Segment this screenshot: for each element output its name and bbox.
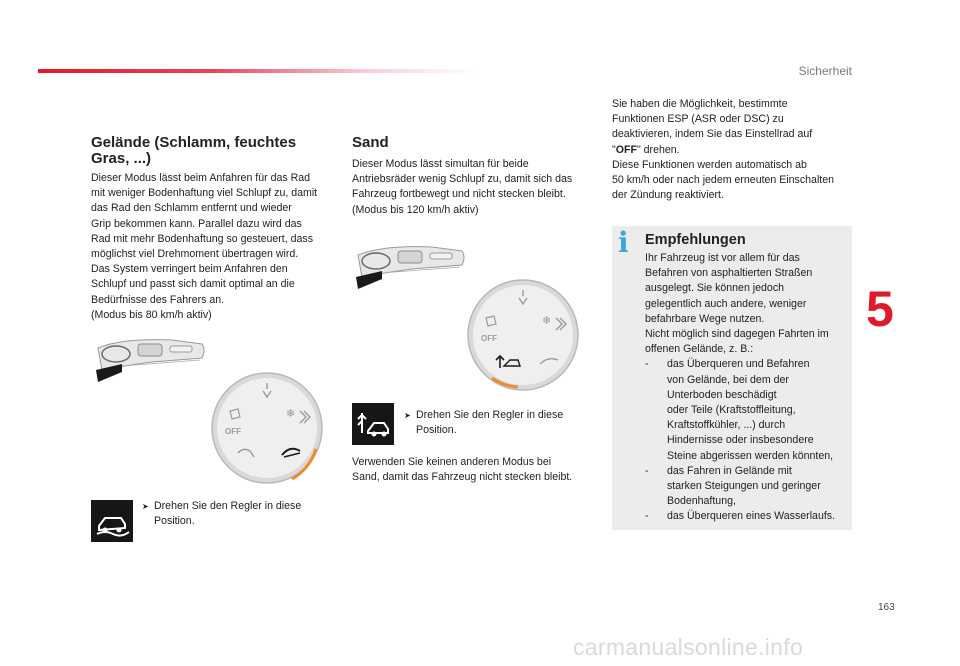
list-dash: -: [645, 464, 649, 477]
col2-title: Sand: [352, 134, 389, 151]
col2-note-line: Sand, damit das Fahrzeug nicht stecken bleibt.: [352, 471, 573, 484]
tip-line: ausgelegt. Sie können jedoch: [645, 282, 785, 295]
col2-line: (Modus bis 120 km/h aktiv): [352, 203, 479, 216]
bullet-arrow-icon: ➤: [142, 502, 149, 511]
col1-line: das Rad den Schlamm entfernt und wieder: [91, 202, 292, 215]
col2-line: Fahrzeug fortbewegt und nicht stecken bleibt.: [352, 188, 566, 201]
col1-line: mit weniger Bodenhaftung viel Schlupf zu, damit: [91, 187, 318, 200]
col1-title: Gelände (Schlamm, feuchtes Gras, ...): [91, 134, 297, 167]
header-accent-bar: [38, 69, 478, 73]
col3-line: 50 km/h oder nach jedem erneuten Einschalten: [612, 174, 835, 187]
col1-line: Grip bekommen kann. Parallel dazu wird das: [91, 217, 302, 230]
col2-body: [352, 157, 602, 218]
col1-line: Dieser Modus lässt beim Anfahren für das Rad: [91, 172, 311, 184]
col2-line: Antriebsräder wenig Schlupf zu, damit sich das: [352, 173, 573, 186]
info-icon: i: [618, 226, 629, 259]
col1-instruction: [142, 499, 332, 529]
watermark: carmanualsonline.info: [573, 634, 804, 660]
col1-body: [91, 171, 341, 323]
col3-line: "OFF" drehen.: [612, 143, 680, 156]
list-item-line: starken Steigungen und geringer: [667, 480, 821, 493]
col1-line: Schlupf und passt sich damit optimal an die: [91, 278, 295, 291]
mud-mode-icon: [91, 500, 133, 542]
mode-dial[interactable]: [210, 371, 324, 485]
col1-line: möglichst viel Drehmoment übertragen wird.: [91, 248, 299, 261]
tip-line: Befahren von asphaltierten Straßen: [645, 267, 813, 280]
tip-line: gelegentlich auch andere, weniger: [645, 297, 807, 310]
list-item: [645, 357, 851, 463]
col1-instruction-line: Drehen Sie den Regler in diese: [154, 500, 302, 512]
col1-line: Das System verringert beim Anfahren den: [91, 263, 288, 276]
col3-body: [612, 97, 857, 203]
svg-text:❄: ❄: [286, 407, 296, 420]
col2-line: Dieser Modus lässt simultan für beide: [352, 158, 529, 170]
col2-instruction: [404, 408, 594, 438]
col2-title-wrap: [352, 135, 389, 151]
mode-dial[interactable]: [466, 278, 580, 392]
list-item-line: Hindernisse oder insbesondere: [667, 434, 814, 447]
col3-line: deaktivieren, indem Sie das Einstellrad auf: [612, 128, 813, 141]
dashboard-illustration: [92, 336, 208, 384]
col1-line: Rad mit mehr Bodenhaftung so gesteuert, dass: [91, 232, 314, 245]
col1-title-wrap: [91, 135, 321, 167]
recommendations-body: [645, 251, 851, 525]
svg-text:OFF: OFF: [481, 334, 497, 343]
list-item: [645, 509, 851, 524]
bullet-arrow-icon: ➤: [404, 411, 411, 420]
col2-instruction-line: Position.: [416, 424, 457, 437]
col1-line: Bedürfnisse des Fahrers an.: [91, 293, 225, 306]
col3-line: Funktionen ESP (ASR oder DSC) zu: [612, 113, 784, 126]
dashboard-illustration: [352, 243, 468, 291]
section-title: Sicherheit: [798, 64, 852, 78]
list-item-line: das Überqueren und Befahren: [667, 358, 810, 371]
col2-instruction-line: Drehen Sie den Regler in diese: [416, 409, 564, 421]
col3-line: der Zündung reaktiviert.: [612, 189, 724, 202]
col1-line: (Modus bis 80 km/h aktiv): [91, 308, 212, 321]
list-item-line: von Gelände, bei dem der: [667, 373, 789, 386]
list-dash: -: [645, 358, 649, 371]
col3-line: Diese Funktionen werden automatisch ab: [612, 158, 807, 171]
tip-line: Ihr Fahrzeug ist vor allem für das: [645, 252, 800, 264]
svg-text:OFF: OFF: [225, 427, 241, 436]
list-item-line: das Fahren in Gelände mit: [667, 464, 792, 477]
list-item-line: Steine abgerissen werden könnten,: [667, 449, 834, 462]
list-item-line: Unterboden beschädigt: [667, 388, 777, 401]
page-number: 163: [878, 602, 895, 613]
tip-line: Nicht möglich sind dagegen Fahrten im: [645, 328, 829, 341]
list-dash: -: [645, 510, 649, 523]
tip-line: offenen Gelände, z. B.:: [645, 343, 754, 356]
svg-text:❄: ❄: [542, 314, 552, 327]
col2-note-line: Verwenden Sie keinen anderen Modus bei: [352, 456, 552, 468]
sand-mode-icon: [352, 403, 394, 445]
col2-note: [352, 455, 602, 485]
col1-instruction-line: Position.: [154, 515, 195, 528]
chapter-number: 5: [866, 281, 894, 337]
col3-line: Sie haben die Möglichkeit, bestimmte: [612, 98, 788, 110]
list-item-line: oder Teile (Kraftstoffleitung,: [667, 404, 796, 417]
list-item-line: das Überqueren eines Wasserlaufs.: [667, 510, 836, 523]
list-item-line: Bodenhaftung,: [667, 495, 736, 508]
tip-line: befahrbare Wege nutzen.: [645, 312, 765, 325]
list-item-line: Kraftstoffkühler, ...) durch: [667, 419, 786, 432]
recommendations-title: Empfehlungen: [645, 232, 746, 248]
list-item: [645, 464, 851, 510]
